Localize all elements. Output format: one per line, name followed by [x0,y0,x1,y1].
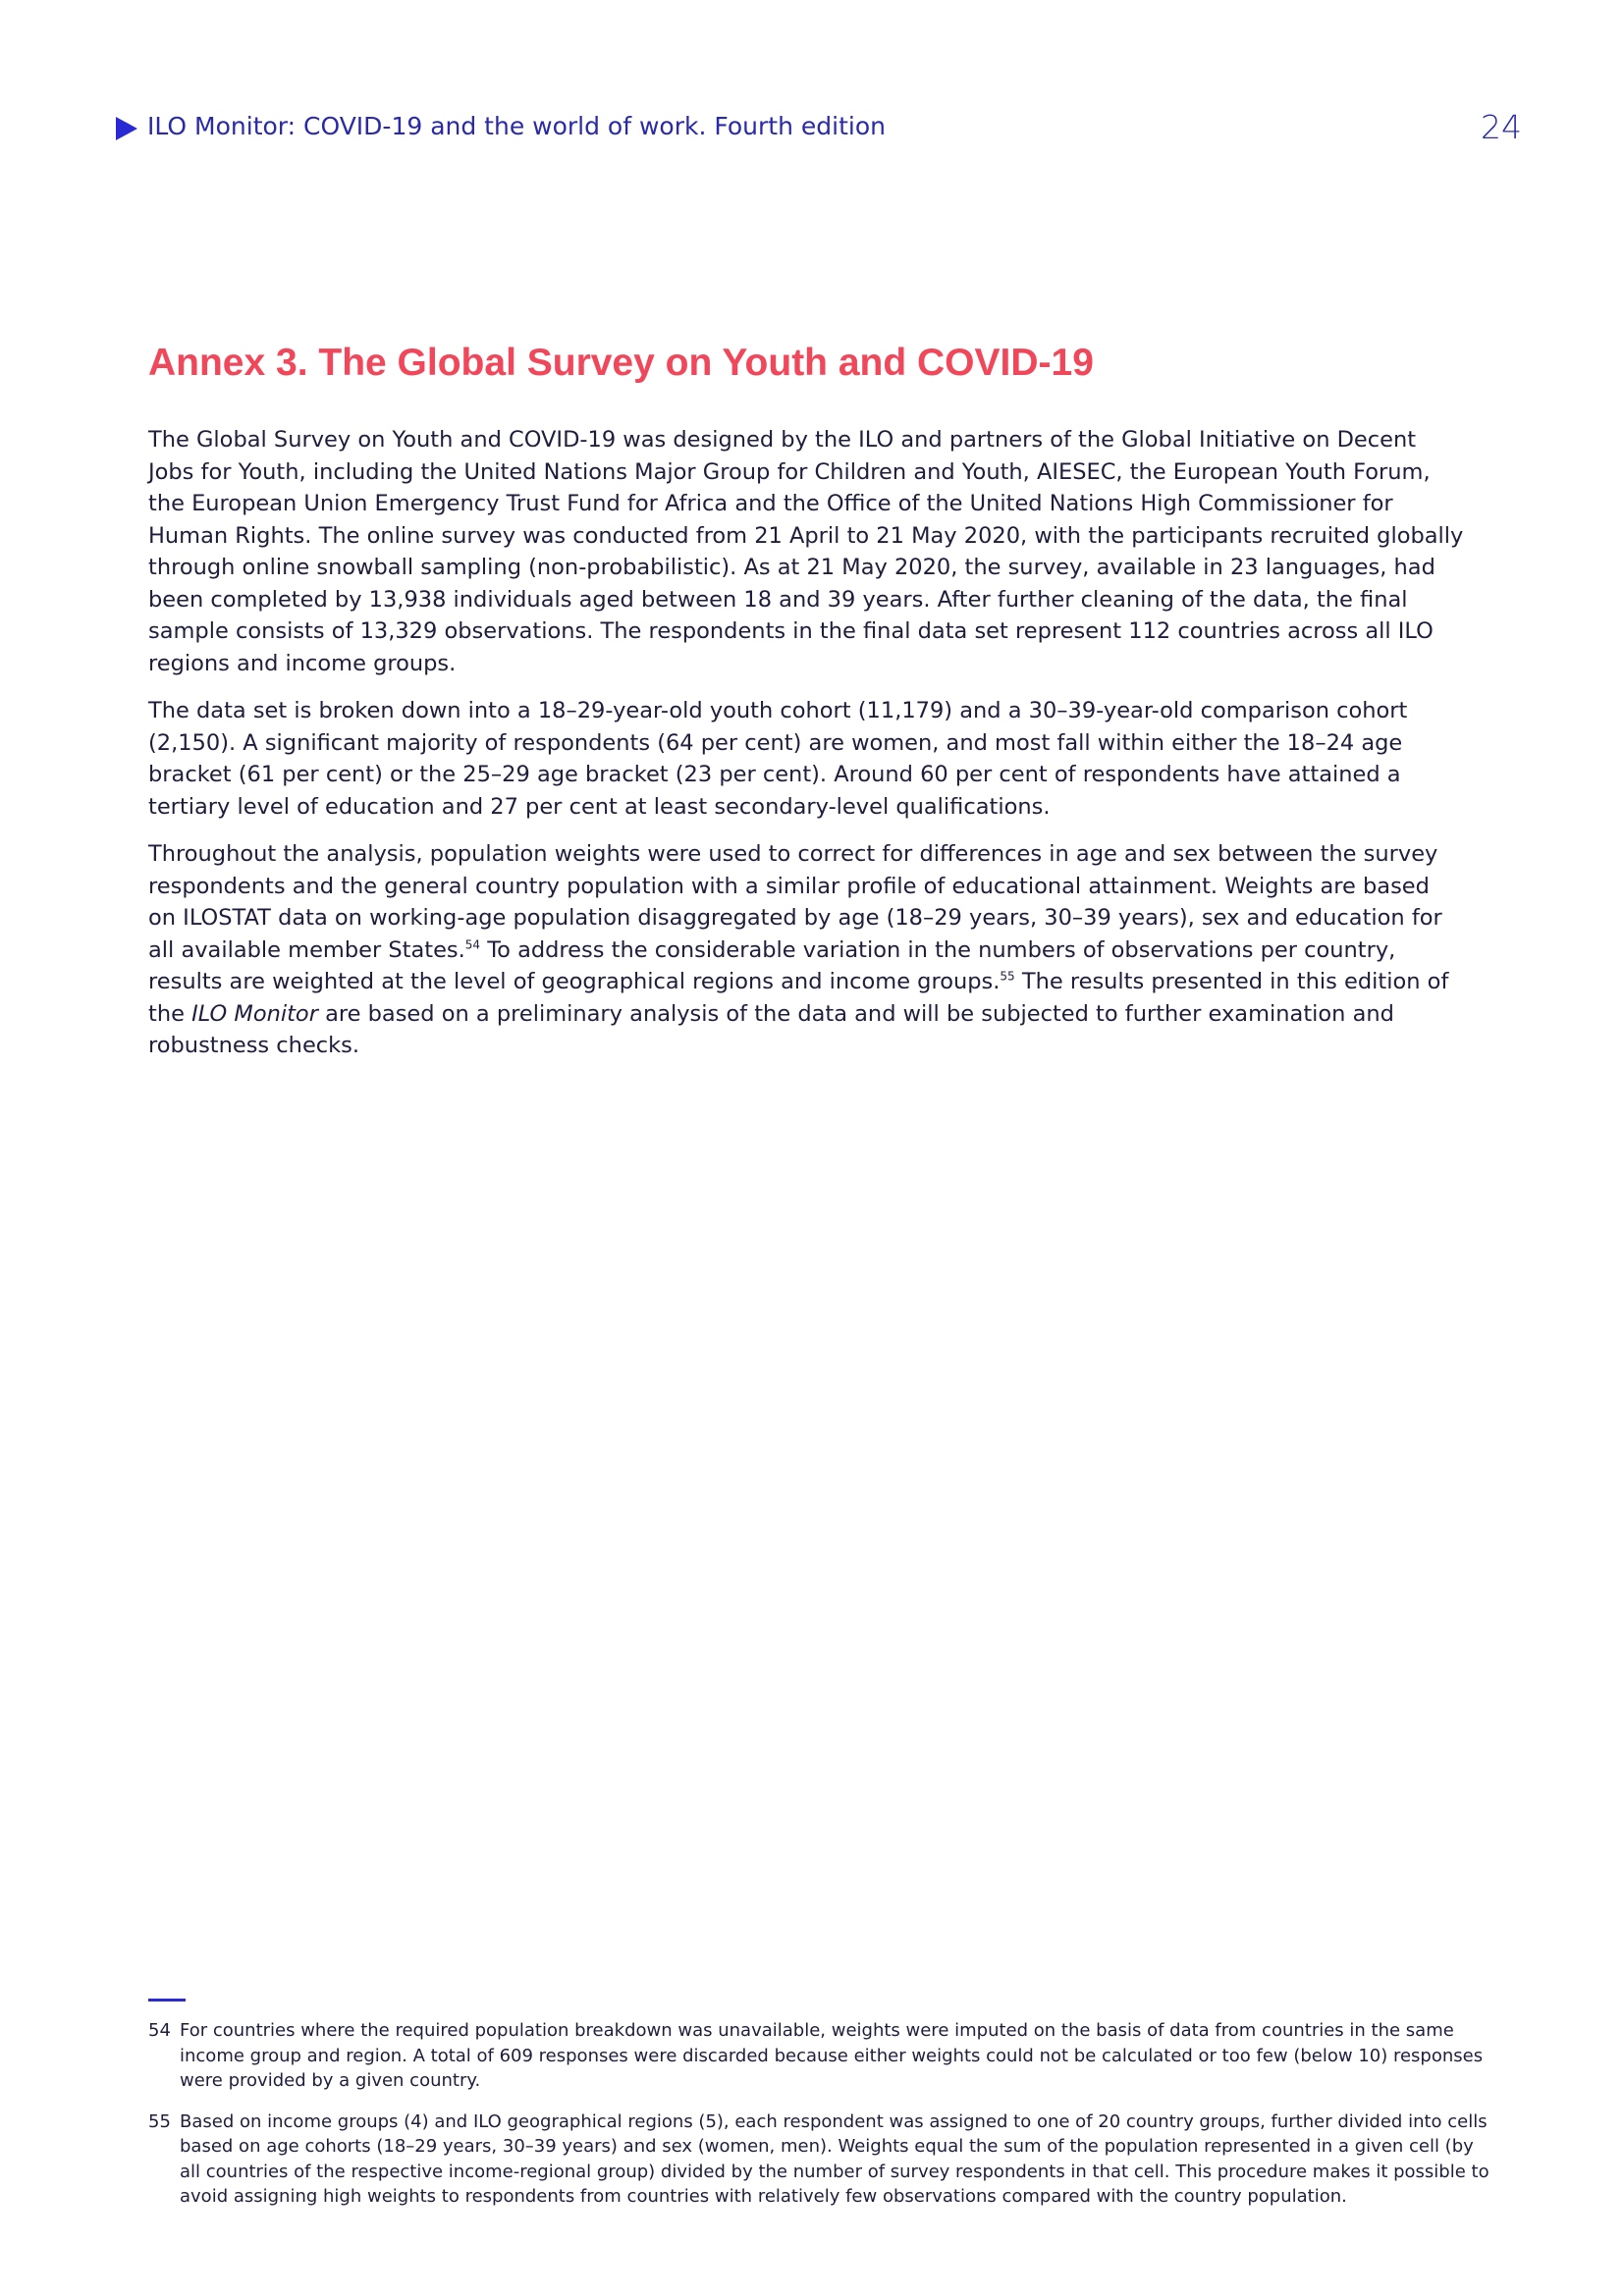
footnotes [148,2018,1495,2225]
footnote-ref-55[interactable]: 55 [1000,969,1015,984]
paragraph-3-part-1: Throughout the analysis, population weights were used to correct for differences in age and sex between the survey respondents and the general country population with a similar profile of educational attainment. Weights are based on ILOSTAT data on working-age population disaggregated by age (18–29 years, 30–39 years), sex and education for all available member States. [148,841,1442,963]
footnote-number: 54 [148,2020,171,2041]
paragraph-1: The Global Survey on Youth and COVID-19 was designed by the ILO and partners of the Global Initiative on Decent Jobs for Youth, including the United Nations Major Group for Children and Youth, AIESEC, the European Youth Forum, the European Union Emergency Trust Fund for Africa and the Office of the United Nations High Commissioner for Human Rights. The online survey was conducted from 21 April to 21 May 2020, with the participants recruited globally through online snowball sampling (non-probabilistic). As at 21 May 2020, the survey, available in 23 languages, had been completed by 13,938 individuals aged between 18 and 39 years. After further cleaning of the data, the final sample consists of 13,329 observations. The respondents in the final data set represent 112 countries across all ILO regions and income groups. [148,427,1464,676]
annex-title: Annex 3. The Global Survey on Youth and COVID-19 [148,342,1094,384]
triangle-arrow-icon [116,117,137,140]
paragraph-3-part-3: The results presented in this edition of the [148,969,1449,1027]
footnote-divider [148,1999,186,2002]
footnote-text: For countries where the required population breakdown was unavailable, weights were imputed on the basis of data from countries in the same income group and region. A total of 609 responses were discarded because either weights could not be calculated or too few (below 10) responses were provided by a given country. [180,2020,1484,2091]
body-text [148,424,1464,1078]
publication-title: ILO Monitor: COVID-19 and the world of work. Fourth edition [147,112,886,140]
paragraph-3-part-2: To address the considerable variation in the numbers of observations per country, results are weighted at the level of geographical regions and income groups. [148,936,1396,994]
footnote-ref-54[interactable]: 54 [464,937,481,951]
footnote-text: Based on income groups (4) and ILO geographical regions (5), each respondent was assigned to one of 20 country groups, further divided into cells based on age cohorts (18–29 years, 30–39 years) and sex (women, men). Weights equal the sum of the population represented in a given cell (by all countries of the respective income-regional group) divided by the number of survey respondents in that cell. This procedure makes it possible to avoid assigning high weights to respondents from countries with relatively few observations compared with the country population. [180,2110,1489,2207]
ilo-monitor-italic: ILO Monitor [191,1000,318,1027]
page-number: 24 [1481,108,1522,146]
running-header [116,110,1522,149]
footnote-54 [148,2018,1495,2094]
paragraph-3 [148,838,1464,1062]
paragraph-2: The data set is broken down into a 18–29-year-old youth cohort (11,179) and a 30–39-year-old comparison cohort (2,150). A significant majority of respondents (64 per cent) are women, and most fall within either the 18–24 age bracket (61 per cent) or the 25–29 age bracket (23 per cent). Around 60 per cent of respondents have attained a tertiary level of education and 27 per cent at least secondary-level qualifications. [148,698,1408,820]
footnote-number: 55 [148,2110,171,2132]
footnote-55 [148,2109,1495,2210]
paragraph-3-part-4: are based on a preliminary analysis of the data and will be subjected to further examination and robustness checks. [148,1000,1394,1058]
